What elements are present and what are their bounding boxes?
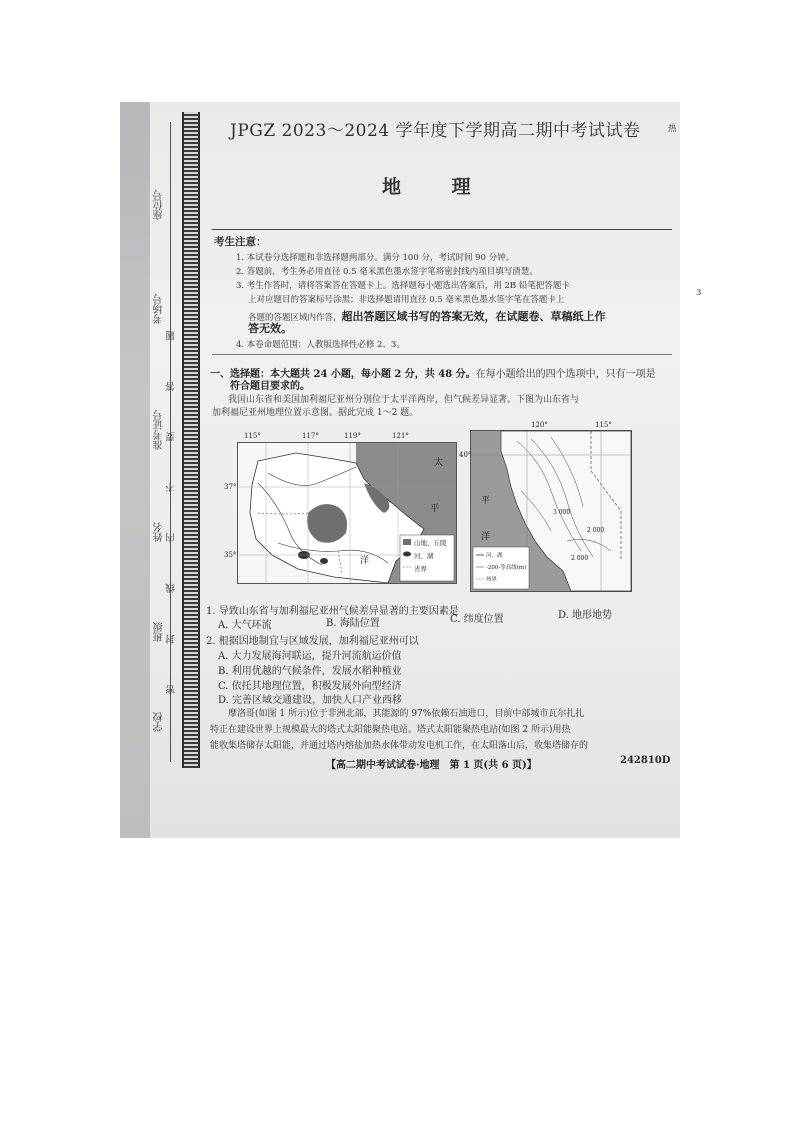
corner-mark-mid: 3 (696, 288, 702, 298)
section1-heading-plain: 在每小题给出的四个选项中，只有一项是 (475, 369, 656, 380)
side-label-class: 班级 (154, 622, 165, 642)
section1-heading-bold: 一、选择题：本大题共 24 小题，每小题 2 分，共 48 分。 (210, 369, 476, 380)
passage-line-1: 摩洛哥(如图 1 所示)位于非洲北部，其能源的 97%依赖石油进口，目前中部城市瓦尔扎扎 (228, 709, 585, 719)
page-footer: 【高二期中考试试卷·地理 第 1 页(共 6 页)】 (326, 760, 537, 771)
side-label-seat-no: 座位号 (154, 190, 165, 220)
section1-intro-2: 加利福尼亚州地理位置示意图。据此完成 1～2 题。 (212, 408, 419, 418)
map-right-legend-2: -200-等高线(m) (486, 565, 527, 571)
map-shandong (224, 432, 457, 584)
map-right-sea-2: 洋 (481, 532, 491, 542)
map-right-contour-3000: 3 000 (553, 509, 571, 516)
map-right-sea-1: 平 (481, 496, 491, 506)
q2-option-a: A. 大力发展海河联运，提升河流航运价值 (218, 651, 402, 662)
side-label-exam-no: 考场号 (154, 294, 165, 324)
map-right-lon-115: 115° (595, 421, 612, 429)
q2-option-c: C. 依托其地理位置，积极发展外向型经济 (218, 681, 402, 692)
binding-border (182, 112, 200, 768)
section1-intro-1: 我国山东省和美国加利福尼亚州分别位于太平洋两岸，但气候差异显著。下图为山东省与 (228, 395, 580, 405)
q1-option-c: C. 纬度位置 (450, 614, 504, 625)
map-right-lon-120: 120° (531, 421, 548, 429)
notice-item-4: 4. 本卷命题范围：人教版选择性必修 2、3。 (236, 340, 405, 350)
section1-heading-line2: 符合题目要求的。 (230, 381, 310, 392)
q1-option-b: B. 海陆位置 (326, 618, 380, 629)
notice-item-3c-plain: 各题的答题区域内作答， (248, 313, 342, 323)
map-left-legend-3: 省界 (414, 565, 427, 573)
passage-line-3: 能收集塔储存太阳能，并通过塔内熔盐加热水体带动发电机工作，在太阳落山后，收集塔储存的 (210, 741, 589, 751)
passage-line-2: 特正在建设世界上规模最大的塔式太阳能聚热电站。塔式太阳能聚热电站(如图 2 所示)用热 (210, 725, 571, 735)
notice-heading: 考生注意： (214, 236, 267, 248)
q1-stem: 1. 导致山东省与加利福尼亚州气候差异显著的主要因素是 (206, 606, 459, 617)
q1-option-a: A. 大气环流 (218, 620, 272, 631)
map-right-legend-3: 州界 (486, 577, 498, 583)
map-right-lat-40: 40° (459, 451, 472, 459)
map-left-lon-117: 117° (302, 432, 319, 440)
notice-bottom-line (212, 354, 672, 355)
notice-item-3b: 上对应题目的答案标号涂黑；非选择题请用直径 0.5 毫米黑色墨水签字笔在答题卡上 (248, 295, 565, 305)
side-label-school: 学校 (154, 712, 165, 732)
q2-option-d: D. 完善区域交通建设，加快人口产业西移 (218, 695, 403, 706)
side-label-ticket-no: 准考证号 (154, 410, 165, 450)
map-left-legend-1: 山地、丘陵 (414, 539, 447, 547)
notice-item-3c-bold: 超出答题区域书写的答案无效，在试题卷、草稿纸上作 (341, 310, 606, 323)
map-shandong-graphic (238, 443, 456, 583)
map-left-sea-3: 洋 (360, 556, 370, 566)
exam-sheet (150, 102, 702, 838)
map-left-lon-121: 121° (392, 432, 409, 440)
seal-line-text: 密 封 线 内 不 要 答 题 (166, 312, 177, 695)
side-label-name: 姓名 (154, 522, 165, 542)
notice-item-2: 2. 答题前，考生务必用直径 0.5 毫米黑色墨水签字笔将密封线内项目填写清楚。 (236, 267, 538, 277)
map-left-sea-2: 平 (430, 504, 440, 514)
q2-option-b: B. 利用优越的气候条件，发展水稻种植业 (218, 666, 402, 677)
q2-stem: 2. 根据因地制宜与区域发展，加利福尼亚州可以 (206, 636, 419, 647)
map-left-lon-115: 115° (244, 432, 261, 440)
map-left-legend-2: 河、湖 (414, 552, 434, 560)
notice-item-3a: 3. 考生作答时，请将答案答在答题卡上。选择题每小题选出答案后，用 2B 铅笔把答题卡 (236, 281, 570, 291)
notice-item-3d: 答无效。 (248, 322, 292, 335)
map-left-lat-35: 35° (224, 551, 237, 559)
exam-photo (120, 102, 702, 838)
subject-title: 地 理 (382, 176, 493, 198)
notice-item-3c (248, 305, 606, 324)
corner-mark-top: 热 (668, 124, 677, 134)
footer-code: 242810D (620, 755, 671, 766)
map-left-lat-37: 37° (224, 483, 237, 491)
q1-option-d: D. 地形地势 (558, 610, 613, 621)
map-right-legend-1: 河、湖 (486, 553, 503, 559)
notice-top-line (212, 229, 672, 230)
map-california (459, 421, 632, 592)
map-right-contour-2000-b: 2 000 (571, 555, 589, 562)
exam-title: JPGZ 2023～2024 学年度下学期高二期中考试试卷 (230, 121, 641, 141)
map-right-contour-2000-a: 2 000 (587, 527, 605, 534)
notice-item-1: 1. 本试卷分选择题和非选择题两部分。满分 100 分，考试时间 90 分钟。 (236, 253, 515, 263)
map-left-sea-1: 太 (434, 458, 444, 468)
map-left-lon-119: 119° (344, 432, 361, 440)
